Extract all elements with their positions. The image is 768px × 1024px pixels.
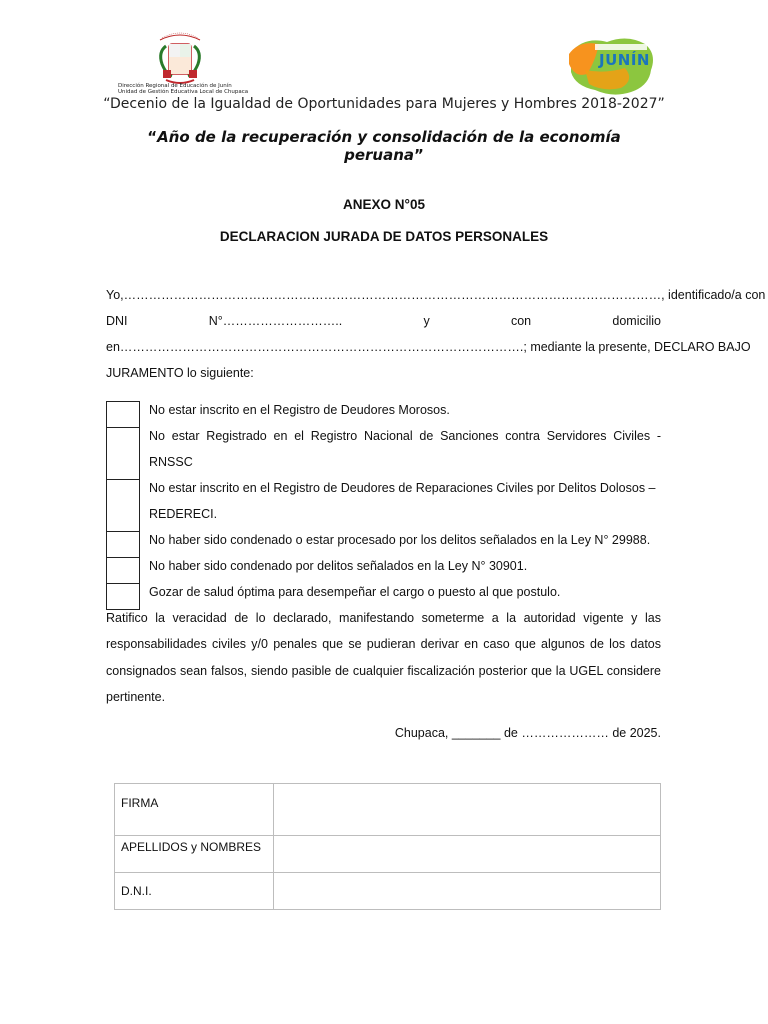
- table-row: [115, 836, 661, 873]
- junin-logo: [565, 34, 660, 98]
- ratification-line: responsabilidades civiles y/0 penales que se pudieran derivar en caso que algunos de los datos: [106, 637, 661, 651]
- list-item: No haber sido condenado por delitos señalados en la Ley N° 30901.: [149, 559, 528, 573]
- intro-line-dni: DNI N°……………………….. y con domicilio: [106, 314, 661, 328]
- checkbox-morosos[interactable]: [106, 401, 140, 428]
- decenio-slogan: “Decenio de la Igualdad de Oportunidades para Mujeres y Hombres 2018-2027”: [103, 96, 665, 112]
- list-item: Gozar de salud óptima para desempeñar el cargo o puesto al que postulo.: [149, 585, 561, 599]
- table-row: [115, 873, 661, 910]
- ratification-line: pertinente.: [106, 690, 166, 704]
- year-slogan-text: Año de la recuperación y consolidación de la economía peruana: [157, 128, 621, 164]
- junin-logo-text: JUNÍN: [599, 51, 650, 69]
- list-item: REDERECI.: [149, 507, 218, 521]
- institution-name: Dirección Regional de Educación de Junín: [118, 83, 232, 89]
- year-slogan: [140, 128, 628, 164]
- signature-table: [114, 783, 661, 910]
- intro-line-oath: JURAMENTO lo siguiente:: [106, 366, 254, 380]
- checkbox-salud[interactable]: [106, 583, 140, 610]
- full-name-field[interactable]: [274, 836, 661, 873]
- intro-line-address: en…………………………………………………………………………………….; mediante la presente, DECLARO BAJO: [106, 340, 751, 354]
- list-item: No estar Registrado en el Registro Nacional de Sanciones contra Servidores Civiles -: [149, 429, 661, 443]
- signature-label: FIRMA: [115, 784, 274, 836]
- year-slogan-close-quote: ”: [414, 146, 424, 164]
- dni-field[interactable]: [274, 873, 661, 910]
- checkbox-redereci[interactable]: [106, 479, 140, 532]
- intro-line-name: Yo,…………………………………………………………………………………………………………………, identificado/a con: [106, 288, 766, 302]
- table-row: [115, 784, 661, 836]
- document-title: DECLARACION JURADA DE DATOS PERSONALES: [219, 229, 549, 244]
- checkbox-ley-30901[interactable]: [106, 557, 140, 584]
- ratification-line: Ratifico la veracidad de lo declarado, manifestando someterme a la autoridad vigente y las: [106, 611, 661, 625]
- list-item: No estar inscrito en el Registro de Deudores de Reparaciones Civiles por Delitos Dolosos –: [149, 481, 656, 495]
- checkbox-rnssc[interactable]: [106, 427, 140, 480]
- date-line: Chupaca, _______ de ………………… de 2025.: [394, 726, 661, 740]
- checkbox-ley-29988[interactable]: [106, 531, 140, 558]
- institution-unit: Unidad de Gestión Educativa Local de Chupaca: [118, 89, 249, 95]
- list-item: No haber sido condenado o estar procesado por los delitos señalados en la Ley N° 29988.: [149, 533, 651, 547]
- full-name-label: APELLIDOS y NOMBRES: [115, 836, 274, 873]
- year-slogan-open-quote: “: [147, 128, 158, 146]
- ratification-line: consignados sean falsos, siendo pasible de cualquier fiscalización posterior que la UGEL considere: [106, 664, 661, 678]
- list-item: No estar inscrito en el Registro de Deudores Morosos.: [149, 403, 450, 417]
- dni-label: D.N.I.: [115, 873, 274, 910]
- annex-number: ANEXO N°05: [343, 197, 425, 212]
- list-item: RNSSC: [149, 455, 193, 469]
- signature-field[interactable]: [274, 784, 661, 836]
